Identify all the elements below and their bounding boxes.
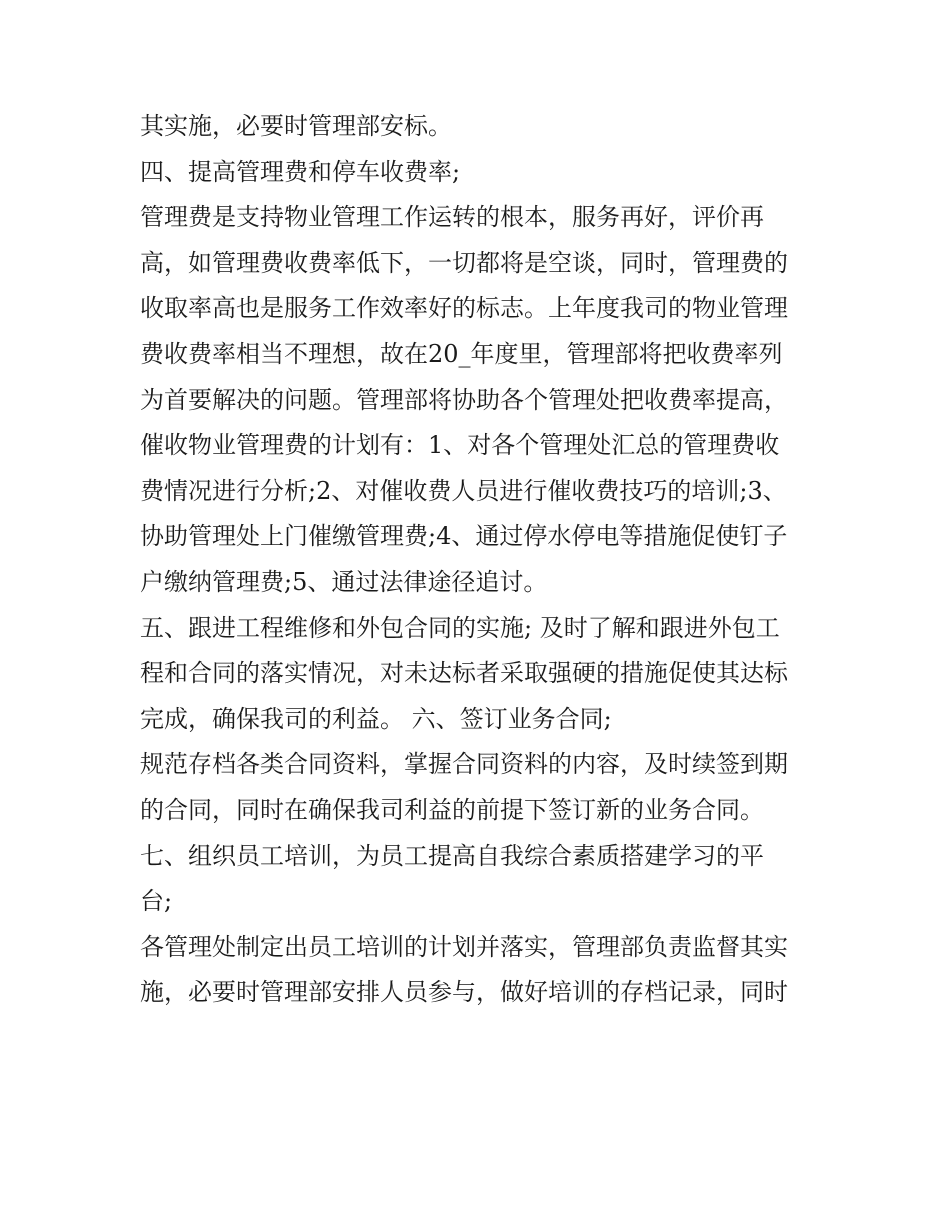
text-line: 施，必要时管理部安排人员参与，做好培训的存档记录，同时 [140, 978, 788, 1007]
body-text [140, 104, 820, 1016]
text-line: 程和合同的落实情况，对未达标者采取强硬的措施促使其达标 [140, 659, 788, 688]
text-line: 管理费是支持物业管理工作运转的根本，服务再好，评价再 [140, 203, 764, 232]
text-line: 户缴纳管理费;5、通过法律途径追讨。 [140, 567, 548, 596]
text-line: 完成，确保我司的利益。 六、签订业务合同; [140, 704, 612, 733]
text-line: 台; [140, 887, 173, 916]
text-line: 催收物业管理费的计划有：1、对各个管理处汇总的管理费收 [140, 431, 780, 460]
text-line: 收取率高也是服务工作效率好的标志。上年度我司的物业管理 [140, 294, 788, 323]
section-heading-4: 四、提高管理费和停车收费率; [140, 157, 461, 186]
section-heading-7: 七、组织员工培训，为员工提高自我综合素质搭建学习的平 [140, 841, 764, 870]
section-heading-5: 五、跟进工程维修和外包合同的实施; 及时了解和跟进外包工 [140, 613, 780, 642]
text-line: 其实施，必要时管理部安标。 [140, 112, 452, 140]
text-line: 各管理处制定出员工培训的计划并落实，管理部负责监督其实 [140, 932, 788, 961]
text-line: 费情况进行分析;2、对催收费人员进行催收费技巧的培训;3、 [140, 476, 787, 505]
text-line: 费收费率相当不理想，故在20_年度里，管理部将把收费率列 [140, 339, 783, 368]
text-line: 的合同，同时在确保我司利益的前提下签订新的业务合同。 [140, 795, 764, 824]
text-line: 为首要解决的问题。管理部将协助各个管理处把收费率提高， [140, 385, 788, 414]
text-line: 协助管理处上门催缴管理费;4、通过停水停电等措施促使钉子 [140, 522, 788, 551]
text-line: 规范存档各类合同资料，掌握合同资料的内容，及时续签到期 [140, 750, 788, 779]
text-line: 高，如管理费收费率低下，一切都将是空谈，同时，管理费的 [140, 248, 788, 277]
